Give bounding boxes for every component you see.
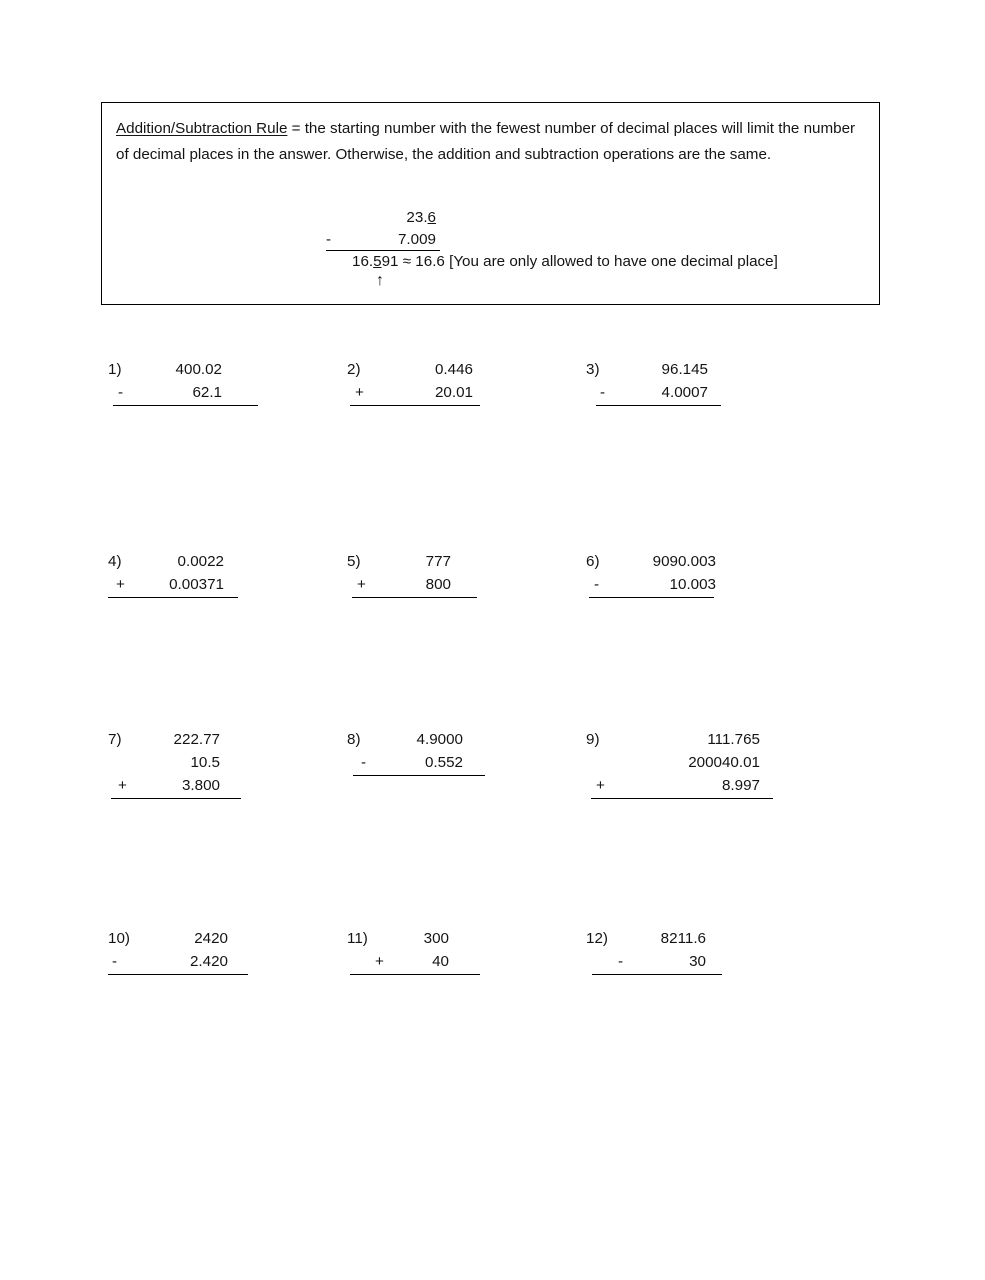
example-result-suffix: 91 xyxy=(381,253,399,270)
operator-symbol: + xyxy=(118,777,127,794)
operand-value: 3.800 xyxy=(181,777,220,794)
operand-value: 62.1 xyxy=(192,384,222,401)
operand-value: 0.0022 xyxy=(177,553,224,570)
operand-value: 111.765 xyxy=(707,731,760,748)
answer-rule-line xyxy=(353,775,485,776)
operand-value: 2420 xyxy=(194,930,228,947)
operand-value: 8211.6 xyxy=(660,930,706,947)
example-result-prefix: 16. xyxy=(352,253,374,270)
approximately-equal-symbol: ≈ xyxy=(402,253,412,270)
problem-number-label: 7) xyxy=(108,731,122,748)
answer-rule-line xyxy=(591,798,773,799)
problem-number-label: 6) xyxy=(586,553,600,570)
answer-rule-line xyxy=(350,405,480,406)
addition-subtraction-rule-box xyxy=(101,102,880,305)
operand-value: 800 xyxy=(425,576,451,593)
problem-number-label: 10) xyxy=(108,930,130,947)
problem-number-label: 5) xyxy=(347,553,361,570)
operand-value: 4.9000 xyxy=(416,731,463,748)
operator-symbol: - xyxy=(118,384,124,401)
answer-rule-line xyxy=(352,597,477,598)
operand-value: 40 xyxy=(432,953,449,970)
operand-value: 9090.003 xyxy=(652,553,716,570)
example-operator: - xyxy=(326,231,332,248)
operand-value: 0.00371 xyxy=(169,576,224,593)
problem-number-label: 4) xyxy=(108,553,122,570)
answer-rule-line xyxy=(589,597,714,598)
operand-value: 222.77 xyxy=(173,731,220,748)
operand-value: 777 xyxy=(425,553,451,570)
operand-value: 0.446 xyxy=(434,361,473,378)
operator-symbol: + xyxy=(375,953,384,970)
rule-term-label: Addition/Subtraction Rule xyxy=(116,120,288,137)
rule-paragraph xyxy=(116,116,864,168)
answer-rule-line xyxy=(111,798,241,799)
problem-number-label: 11) xyxy=(347,930,368,947)
up-arrow-icon: ↑ xyxy=(376,272,384,289)
operand-value: 8.997 xyxy=(721,777,760,794)
operator-symbol: + xyxy=(116,576,125,593)
answer-rule-line xyxy=(350,974,480,975)
problem-number-label: 12) xyxy=(586,930,608,947)
rule-description: = the starting number with the fewest number of decimal places will limit the number of decimal places in the answer. Otherwise, the addition and subtraction operations are the same. xyxy=(116,120,856,163)
operator-symbol: - xyxy=(361,754,367,771)
problem-number-label: 2) xyxy=(347,361,361,378)
operand-value: 200040.01 xyxy=(688,754,760,771)
operand-value: 10.003 xyxy=(669,576,716,593)
operand-value: 400.02 xyxy=(175,361,222,378)
operand-value: 300 xyxy=(423,930,449,947)
example-operand2: 7.009 xyxy=(397,231,436,248)
example-operand1-plain: 23. xyxy=(406,209,428,226)
example-operand1-sigfig: 6 xyxy=(427,209,436,226)
operator-symbol: - xyxy=(600,384,606,401)
operand-value: 20.01 xyxy=(434,384,473,401)
answer-rule-line xyxy=(108,597,238,598)
example-result xyxy=(352,251,778,273)
operator-symbol: + xyxy=(596,777,605,794)
answer-rule-line xyxy=(596,405,721,406)
problem-number-label: 8) xyxy=(347,731,361,748)
operator-symbol: - xyxy=(594,576,600,593)
operand-value: 4.0007 xyxy=(661,384,708,401)
answer-rule-line xyxy=(113,405,258,406)
operand-value: 10.5 xyxy=(190,754,220,771)
answer-rule-line xyxy=(108,974,248,975)
problem-number-label: 9) xyxy=(586,731,600,748)
operator-symbol: + xyxy=(355,384,364,401)
operator-symbol: + xyxy=(357,576,366,593)
operand-value: 0.552 xyxy=(424,754,463,771)
operator-symbol: - xyxy=(618,953,624,970)
operand-value: 30 xyxy=(689,953,706,970)
example-rounded-answer: 16.6 xyxy=(415,253,445,270)
example-result-sigfig: 5 xyxy=(373,253,382,270)
answer-rule-line xyxy=(592,974,722,975)
example-note: [You are only allowed to have one decimal place] xyxy=(449,253,778,270)
example-operand1 xyxy=(352,207,436,229)
problem-number-label: 1) xyxy=(108,361,122,378)
problem-number-label: 3) xyxy=(586,361,600,378)
operand-value: 96.145 xyxy=(661,361,708,378)
operator-symbol: - xyxy=(112,953,118,970)
operand-value: 2.420 xyxy=(189,953,228,970)
